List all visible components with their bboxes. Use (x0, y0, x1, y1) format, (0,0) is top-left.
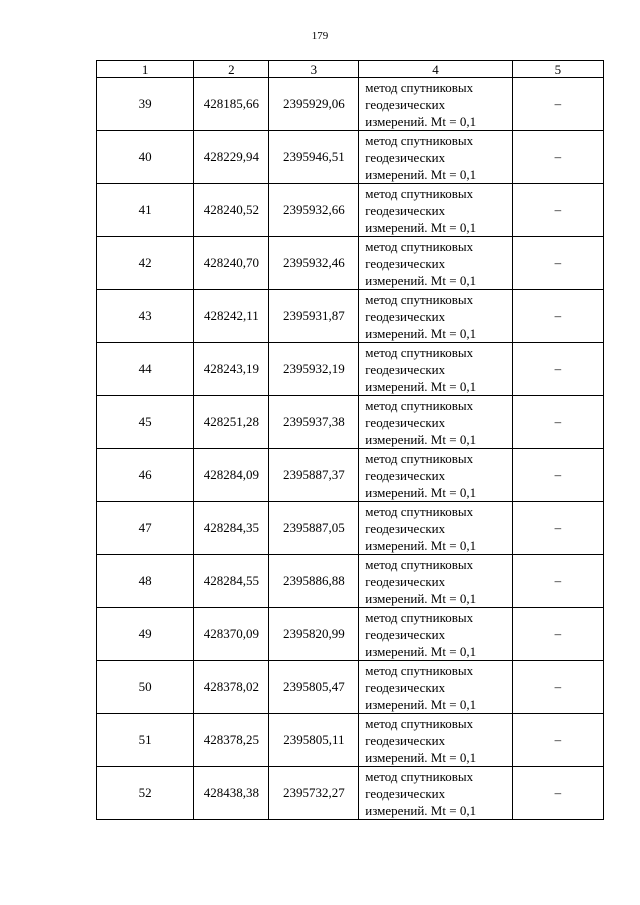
method-line: метод спутниковых (365, 397, 474, 413)
method-line: геодезических (365, 96, 446, 112)
table-row (97, 449, 604, 502)
y-coordinate-cell: 2395887,05 (269, 502, 359, 555)
method-cell (359, 502, 512, 555)
point-number-cell: 51 (97, 714, 194, 767)
method-cell (359, 237, 512, 290)
method-line: измерений. Mt = 0,1 (365, 325, 477, 341)
point-number-cell: 47 (97, 502, 194, 555)
column-5-cell: – (512, 290, 603, 343)
point-number-cell: 50 (97, 661, 194, 714)
method-cell (359, 608, 512, 661)
method-line: метод спутниковых (365, 79, 474, 95)
table-row (97, 555, 604, 608)
x-coordinate-cell: 428370,09 (194, 608, 269, 661)
method-line: измерений. Mt = 0,1 (365, 590, 477, 606)
method-cell (359, 78, 512, 131)
method-line: измерений. Mt = 0,1 (365, 749, 477, 765)
method-line: измерений. Mt = 0,1 (365, 537, 477, 553)
y-coordinate-cell: 2395937,38 (269, 396, 359, 449)
coordinates-table (96, 60, 604, 820)
method-line: измерений. Mt = 0,1 (365, 484, 477, 500)
method-cell (359, 290, 512, 343)
y-coordinate-cell: 2395820,99 (269, 608, 359, 661)
x-coordinate-cell: 428185,66 (194, 78, 269, 131)
method-line: геодезических (365, 308, 446, 324)
table-row (97, 661, 604, 714)
y-coordinate-cell: 2395932,46 (269, 237, 359, 290)
method-line: метод спутниковых (365, 344, 474, 360)
method-line: измерений. Mt = 0,1 (365, 378, 477, 394)
method-line: измерений. Mt = 0,1 (365, 431, 477, 447)
column-5-cell: – (512, 343, 603, 396)
method-cell (359, 767, 512, 820)
table-row (97, 608, 604, 661)
y-coordinate-cell: 2395805,47 (269, 661, 359, 714)
column-5-cell: – (512, 237, 603, 290)
method-line: метод спутниковых (365, 609, 474, 625)
y-coordinate-cell: 2395732,27 (269, 767, 359, 820)
method-cell (359, 396, 512, 449)
table-header-row (97, 61, 604, 78)
point-number-cell: 43 (97, 290, 194, 343)
column-5-cell: – (512, 78, 603, 131)
y-coordinate-cell: 2395886,88 (269, 555, 359, 608)
x-coordinate-cell: 428240,70 (194, 237, 269, 290)
y-coordinate-cell: 2395946,51 (269, 131, 359, 184)
table-row (97, 767, 604, 820)
method-line: метод спутниковых (365, 662, 474, 678)
column-5-cell: – (512, 714, 603, 767)
method-line: метод спутниковых (365, 715, 474, 731)
x-coordinate-cell: 428240,52 (194, 184, 269, 237)
method-line: метод спутниковых (365, 132, 474, 148)
x-coordinate-cell: 428284,09 (194, 449, 269, 502)
column-header-5: 5 (512, 61, 603, 78)
method-line: геодезических (365, 679, 446, 695)
method-line: измерений. Mt = 0,1 (365, 802, 477, 818)
column-header-4: 4 (359, 61, 512, 78)
y-coordinate-cell: 2395805,11 (269, 714, 359, 767)
column-5-cell: – (512, 131, 603, 184)
table-body (97, 78, 604, 820)
column-5-cell: – (512, 184, 603, 237)
y-coordinate-cell: 2395931,87 (269, 290, 359, 343)
table-row (97, 184, 604, 237)
method-line: геодезических (365, 149, 446, 165)
x-coordinate-cell: 428378,25 (194, 714, 269, 767)
method-line: геодезических (365, 573, 446, 589)
point-number-cell: 45 (97, 396, 194, 449)
point-number-cell: 39 (97, 78, 194, 131)
table-row (97, 78, 604, 131)
method-line: измерений. Mt = 0,1 (365, 113, 477, 129)
method-cell (359, 661, 512, 714)
method-line: геодезических (365, 255, 446, 271)
column-5-cell: – (512, 502, 603, 555)
point-number-cell: 48 (97, 555, 194, 608)
method-cell (359, 714, 512, 767)
x-coordinate-cell: 428284,55 (194, 555, 269, 608)
method-line: метод спутниковых (365, 291, 474, 307)
method-line: измерений. Mt = 0,1 (365, 166, 477, 182)
table-row (97, 131, 604, 184)
x-coordinate-cell: 428242,11 (194, 290, 269, 343)
column-5-cell: – (512, 767, 603, 820)
page-number: 179 (311, 30, 329, 42)
method-line: метод спутниковых (365, 556, 474, 572)
x-coordinate-cell: 428378,02 (194, 661, 269, 714)
y-coordinate-cell: 2395932,19 (269, 343, 359, 396)
table-row (97, 343, 604, 396)
column-header-2: 2 (194, 61, 269, 78)
point-number-cell: 41 (97, 184, 194, 237)
y-coordinate-cell: 2395932,66 (269, 184, 359, 237)
method-line: геодезических (365, 785, 446, 801)
table-row (97, 714, 604, 767)
table-row (97, 396, 604, 449)
method-line: метод спутниковых (365, 185, 474, 201)
method-line: метод спутниковых (365, 503, 474, 519)
method-cell (359, 184, 512, 237)
method-line: измерений. Mt = 0,1 (365, 219, 477, 235)
method-line: геодезических (365, 732, 446, 748)
method-line: метод спутниковых (365, 238, 474, 254)
method-line: измерений. Mt = 0,1 (365, 643, 477, 659)
x-coordinate-cell: 428243,19 (194, 343, 269, 396)
point-number-cell: 46 (97, 449, 194, 502)
y-coordinate-cell: 2395929,06 (269, 78, 359, 131)
table-row (97, 237, 604, 290)
column-5-cell: – (512, 396, 603, 449)
method-line: метод спутниковых (365, 768, 474, 784)
point-number-cell: 49 (97, 608, 194, 661)
method-line: геодезических (365, 414, 446, 430)
point-number-cell: 40 (97, 131, 194, 184)
point-number-cell: 52 (97, 767, 194, 820)
table-row (97, 502, 604, 555)
x-coordinate-cell: 428284,35 (194, 502, 269, 555)
method-line: метод спутниковых (365, 450, 474, 466)
point-number-cell: 44 (97, 343, 194, 396)
method-line: геодезических (365, 202, 446, 218)
point-number-cell: 42 (97, 237, 194, 290)
column-5-cell: – (512, 661, 603, 714)
method-cell (359, 131, 512, 184)
method-line: измерений. Mt = 0,1 (365, 696, 477, 712)
method-line: геодезических (365, 626, 446, 642)
x-coordinate-cell: 428251,28 (194, 396, 269, 449)
column-5-cell: – (512, 608, 603, 661)
method-cell (359, 449, 512, 502)
x-coordinate-cell: 428229,94 (194, 131, 269, 184)
method-line: геодезических (365, 467, 446, 483)
column-5-cell: – (512, 555, 603, 608)
column-5-cell: – (512, 449, 603, 502)
method-line: геодезических (365, 520, 446, 536)
method-line: измерений. Mt = 0,1 (365, 272, 477, 288)
column-header-3: 3 (269, 61, 359, 78)
y-coordinate-cell: 2395887,37 (269, 449, 359, 502)
method-line: геодезических (365, 361, 446, 377)
x-coordinate-cell: 428438,38 (194, 767, 269, 820)
method-cell (359, 343, 512, 396)
method-cell (359, 555, 512, 608)
table-row (97, 290, 604, 343)
column-header-1: 1 (97, 61, 194, 78)
